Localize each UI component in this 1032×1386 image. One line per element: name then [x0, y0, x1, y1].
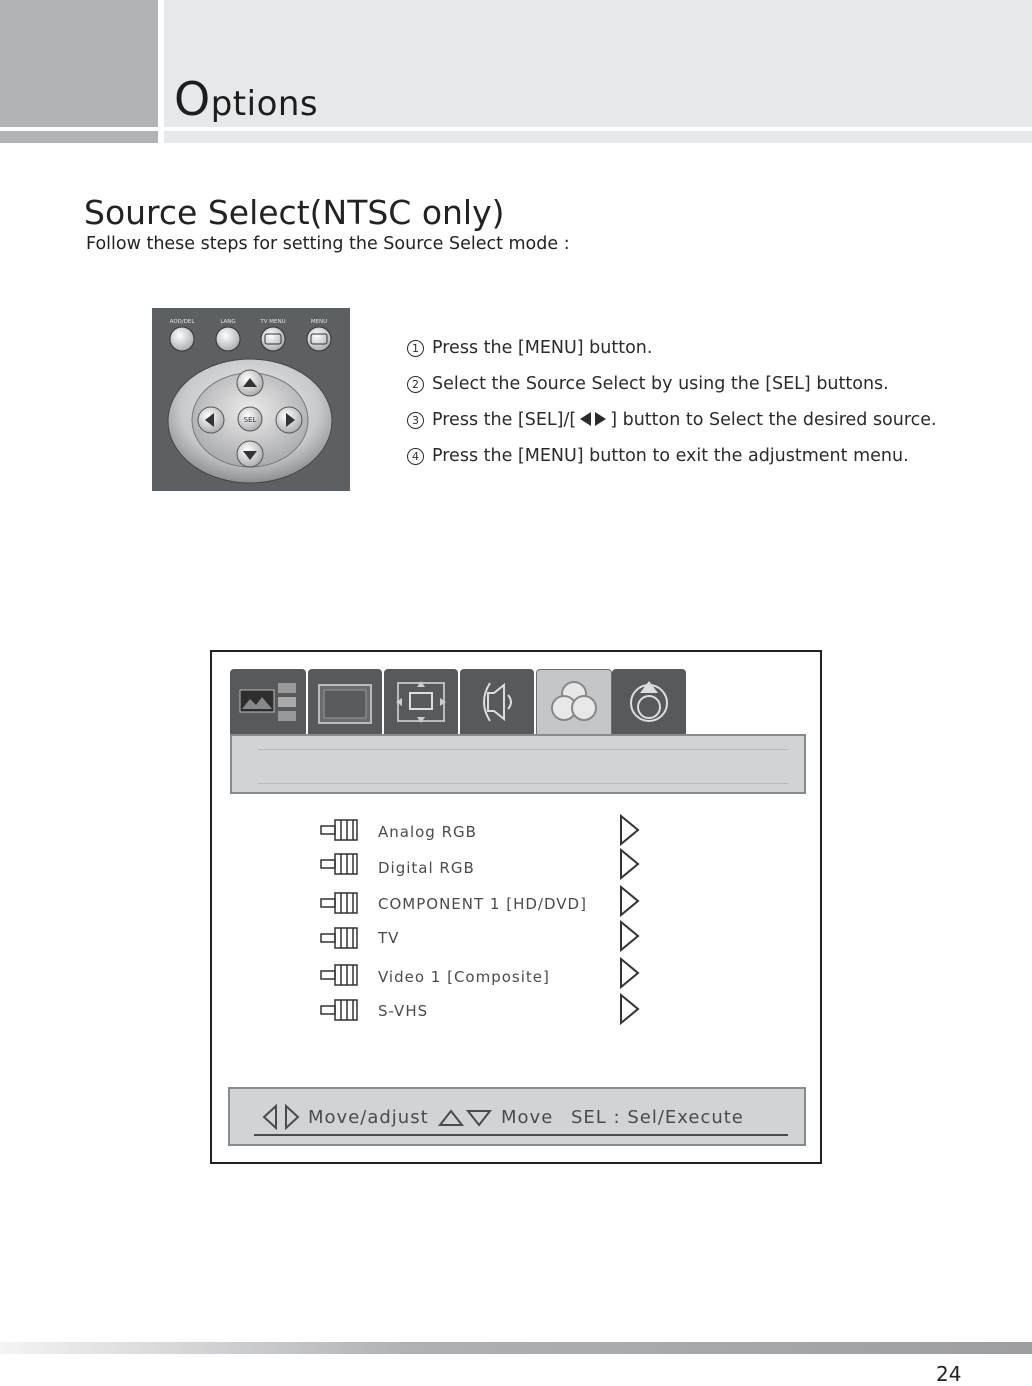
source-item[interactable]: [320, 925, 362, 951]
source-item[interactable]: [320, 962, 362, 988]
options-icon: [537, 670, 611, 736]
step-number: 1: [407, 340, 424, 357]
input-connector-icon: [320, 962, 362, 988]
help-move: Move: [501, 1107, 554, 1128]
screen-tab[interactable]: [308, 669, 382, 735]
remote-label-lang: LANG: [220, 319, 236, 325]
step-1: [407, 336, 937, 372]
lang-button: [216, 327, 240, 351]
remote-label-menu: MENU: [310, 319, 328, 325]
setup-icon: [612, 669, 686, 735]
remote-label-add-del: ADD/DEL: [169, 319, 195, 325]
menu-help-bar: [228, 1087, 806, 1146]
text-segment: Press the [MENU] button to exit the adjustment menu.: [432, 446, 909, 466]
sound-icon: [460, 669, 534, 735]
step-number: 2: [407, 376, 424, 393]
source-label: Analog RGB: [378, 823, 477, 841]
source-item[interactable]: [320, 890, 362, 916]
header-rule-right: [164, 131, 1032, 143]
page-number: 24: [936, 1362, 962, 1386]
left-right-arrows-icon: [576, 411, 610, 427]
source-item[interactable]: [320, 817, 362, 843]
input-connector-icon: [320, 997, 362, 1023]
source-item[interactable]: [320, 851, 362, 877]
step-number: 3: [407, 412, 424, 429]
chevron-right-icon: [618, 920, 642, 952]
sound-tab[interactable]: [460, 669, 534, 735]
input-connector-icon: [320, 890, 362, 916]
page-title: [174, 72, 318, 126]
add-del-button: [170, 327, 194, 351]
step-number: 4: [407, 448, 424, 465]
input-connector-icon: [320, 817, 362, 843]
source-label: COMPONENT 1 [HD/DVD]: [378, 895, 587, 913]
chevron-right-icon: [618, 885, 642, 917]
header-rule-left: [0, 131, 158, 143]
osd-menu-screenshot: [210, 650, 822, 1164]
header-block-left: [0, 0, 158, 127]
remote-control-image: [152, 308, 350, 491]
text-segment: ] button to Select the desired source.: [610, 410, 937, 430]
section-title: Source Select(NTSC only): [84, 193, 505, 232]
step-3: [407, 408, 937, 444]
geometry-tab[interactable]: [384, 669, 458, 735]
footer-rule: [0, 1342, 1032, 1354]
source-label: TV: [378, 929, 400, 947]
text-segment: Select the Source Select by using the [SEL] buttons.: [432, 374, 889, 394]
help-move-adjust: Move/adjust: [308, 1107, 429, 1128]
sel-label: SEL: [243, 416, 257, 424]
left-right-outline-icon: [260, 1104, 304, 1130]
source-label: S-VHS: [378, 1002, 429, 1020]
steps-list: [407, 336, 937, 480]
input-connector-icon: [320, 851, 362, 877]
text-segment: ptions: [210, 84, 319, 124]
picture-tab[interactable]: [230, 669, 306, 735]
setup-tab[interactable]: [612, 669, 686, 735]
menu-info-bar: [230, 734, 806, 794]
source-label: Digital RGB: [378, 859, 475, 877]
source-label: Video 1 [Composite]: [378, 968, 550, 986]
text-segment: Press the [SEL]/[: [432, 410, 577, 430]
step-4: [407, 444, 937, 480]
help-sel-execute: SEL : Sel/Execute: [571, 1107, 744, 1128]
text-segment: O: [174, 72, 211, 126]
chevron-right-icon: [618, 993, 642, 1025]
source-item[interactable]: [320, 997, 362, 1023]
picture-icon: [230, 669, 306, 735]
geometry-icon: [384, 669, 458, 735]
section-subtitle: Follow these steps for setting the Source Select mode :: [86, 234, 570, 254]
chevron-right-icon: [618, 957, 642, 989]
options-tab[interactable]: [536, 669, 612, 737]
chevron-right-icon: [618, 814, 642, 846]
chevron-right-icon: [618, 848, 642, 880]
up-down-outline-icon: [438, 1108, 494, 1128]
step-2: [407, 372, 937, 408]
remote-label-tv-menu: TV MENU: [260, 319, 286, 325]
text-segment: Press the [MENU] button.: [432, 338, 653, 358]
screen-icon: [308, 669, 382, 735]
input-connector-icon: [320, 925, 362, 951]
